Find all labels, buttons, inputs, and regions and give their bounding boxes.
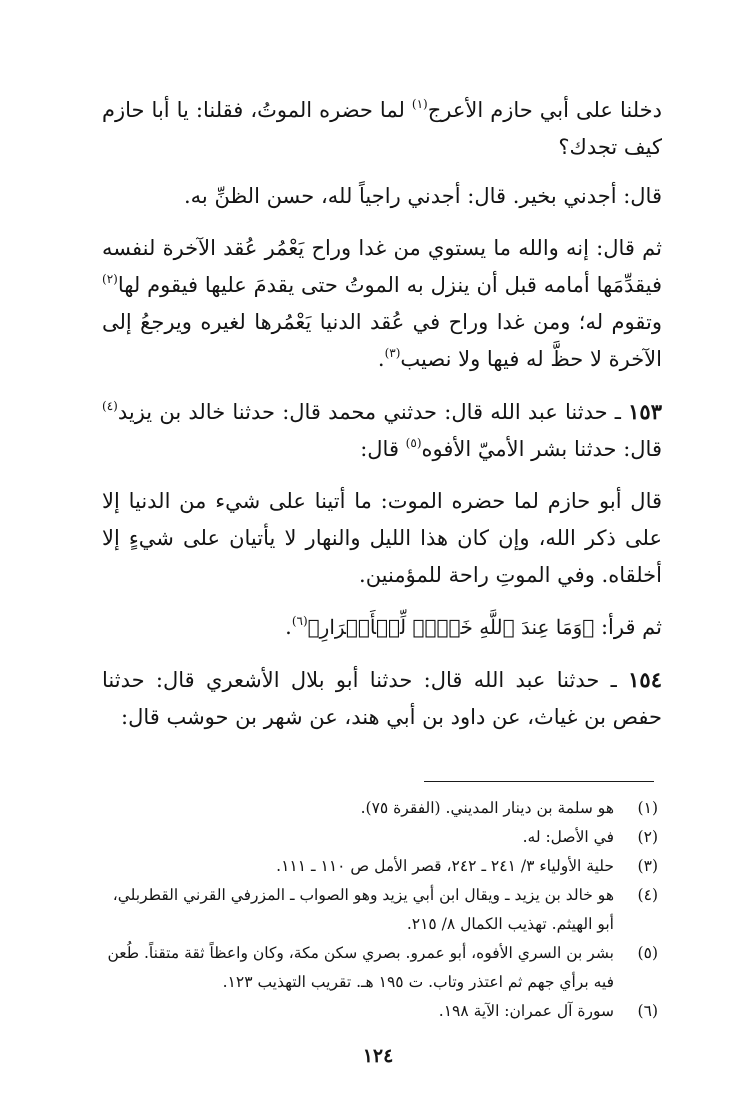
paragraph-2 xyxy=(102,178,662,215)
paragraph-6-text-end: . xyxy=(285,615,292,639)
footnote-text: حلية الأولياء ٣/ ٢٤١ ـ ٢٤٢، قصر الأمل ص ١١٠ ـ ١١١. xyxy=(276,857,614,875)
paragraph-6 xyxy=(102,609,662,646)
footnote-text: في الأصل: له. xyxy=(522,828,614,846)
footnote-text: بشر بن السري الأفوه، أبو عمرو. بصري سكن مكة، وكان واعظاً ثقة متقناً. طُعن فيه برأي جهم ثم اعتذر وتاب. ت ١٩٥ هـ. تقريب التهذيب ١٢٣. xyxy=(107,944,614,991)
footnote-number: (٥) xyxy=(637,944,658,962)
footnote-1 xyxy=(102,794,662,823)
footnote-ref-3[interactable]: (٣) xyxy=(384,346,401,360)
narration-153-text: ـ حدثنا عبد الله قال: حدثني محمد قال: حدثنا خالد بن يزيد xyxy=(117,400,629,424)
footnote-number: (٤) xyxy=(637,886,658,904)
footnote-5 xyxy=(102,939,662,997)
narration-154-text: ـ حدثنا عبد الله قال: حدثنا أبو بلال الأشعري قال: حدثنا حفص بن غياث، عن داود بن أبي هند، عن شهر بن حوشب قال: xyxy=(102,668,662,729)
paragraph-1 xyxy=(102,92,662,166)
footnote-ref-1[interactable]: (١) xyxy=(411,97,428,111)
footnote-ref-5[interactable]: (٥) xyxy=(405,436,422,450)
footnote-ref-6[interactable]: (٦) xyxy=(291,614,308,628)
paragraph-3-text: ثم قال: إنه والله ما يستوي من غدا وراح يَعْمُر عُقد الآخرة لنفسه فيقدِّمَها أمامه قبل أن ينزل به الموتُ حتى يقدمَ عليها فيقوم لها xyxy=(102,236,662,297)
paragraph-1-text: دخلنا على أبي حازم الأعرج xyxy=(427,98,662,122)
footnotes xyxy=(102,794,662,1026)
paragraph-3-text-end: . xyxy=(377,347,385,371)
paragraph-5-text: قال أبو حازم لما حضره الموت: ما أتينا على شيء من الدنيا إلا على ذكر الله، وإن كان هذا الليل والنهار لا يأتيان على شيءٍ إلا أخلقاه. وفي الموتِ راحة للمؤمنين. xyxy=(102,489,662,587)
narration-153-text-end: قال: xyxy=(360,437,406,461)
paragraph-5 xyxy=(102,483,662,594)
footnote-number: (٢) xyxy=(637,828,658,846)
footnote-text: سورة آل عمران: الآية ١٩٨. xyxy=(438,1002,614,1020)
footnote-3 xyxy=(102,852,662,881)
narration-154 xyxy=(102,661,662,736)
main-text xyxy=(102,92,662,751)
page-number: ١٢٤ xyxy=(362,1045,394,1067)
paragraph-1-text-cont: لما حضره الموتُ، فقلنا: يا أبا حازم كيف تجدك؟ xyxy=(102,98,662,159)
narration-153 xyxy=(102,393,662,468)
footnote-ref-2[interactable]: (٢) xyxy=(102,272,118,286)
footnote-number: (٦) xyxy=(637,1002,658,1020)
footnote-separator xyxy=(424,781,654,782)
footnote-ref-4[interactable]: (٤) xyxy=(102,399,118,413)
footnote-4 xyxy=(102,881,662,939)
narration-number-153: ١٥٣ xyxy=(628,399,662,424)
footnote-6 xyxy=(102,997,662,1026)
paragraph-2-text: قال: أجدني بخير. قال: أجدني راجياً لله، حسن الظنِّ به. xyxy=(184,184,662,208)
quran-verse: ﴿وَمَا عِندَ ٱللَّهِ خَيۡرٞ لِّلۡأَبۡرَارِ﴾ xyxy=(307,615,595,639)
footnote-number: (٣) xyxy=(637,857,658,875)
footnote-2 xyxy=(102,823,662,852)
footnote-number: (١) xyxy=(637,799,658,817)
paragraph-3-text-cont: وتقوم له؛ ومن غدا وراح في عُقد الدنيا يَعْمُرها لغيره ويرجعُ إلى الآخرة لا حظَّ له فيها ولا نصيب xyxy=(102,310,662,371)
footnote-text: هو سلمة بن دينار المديني. (الفقرة ٧٥). xyxy=(360,799,614,817)
paragraph-6-text: ثم قرأ: xyxy=(594,615,662,639)
footnote-text: هو خالد بن يزيد ـ ويقال ابن أبي يزيد وهو الصواب ـ المزرفي القرني القطربلي، أبو الهيثم. تهذيب الكمال ٨/ ٢١٥. xyxy=(112,886,614,933)
narration-number-154: ١٥٤ xyxy=(628,667,662,692)
narration-153-text-cont: قال: حدثنا بشر الأميّ الأفوه xyxy=(421,437,662,461)
paragraph-3 xyxy=(102,230,662,378)
